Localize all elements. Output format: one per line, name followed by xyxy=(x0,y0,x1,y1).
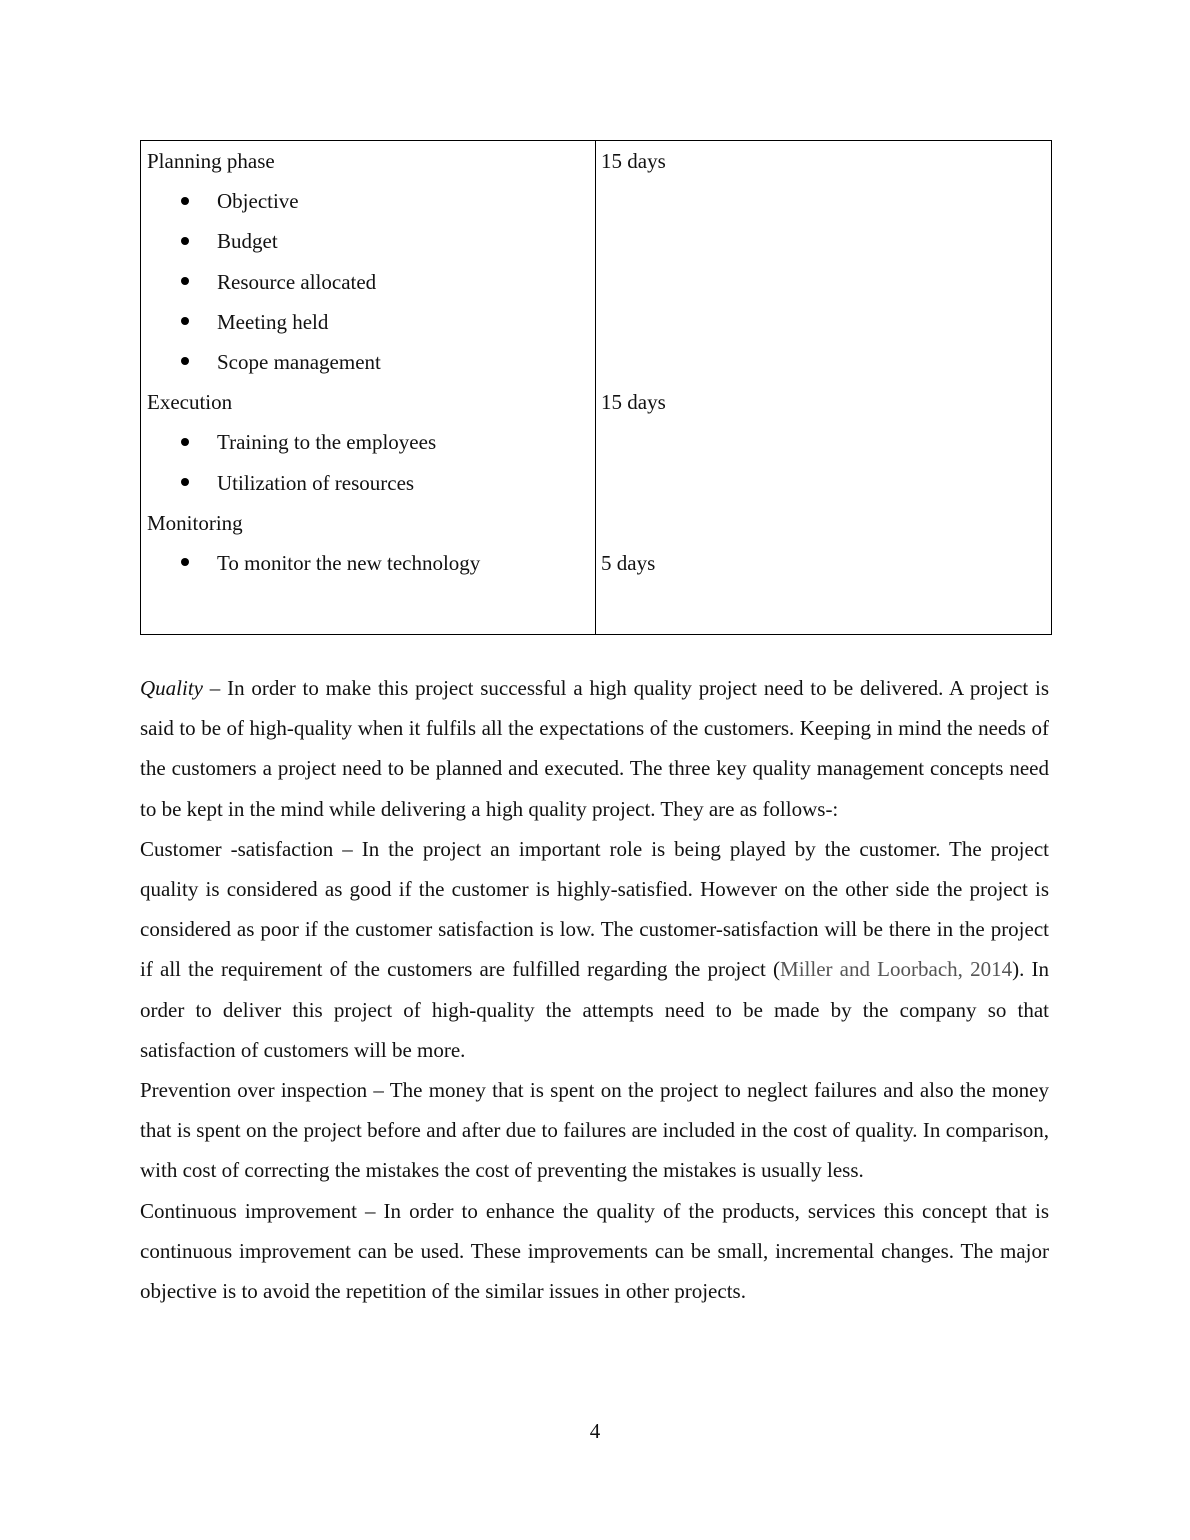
execution-duration: 15 days xyxy=(601,390,666,415)
bullet-icon xyxy=(181,317,189,325)
customer-satisfaction-text-before: Customer -satisfaction – In the project an important role is being played by the customer. The project quality is considered as good if the customer is highly-satisfied. However on the other side the project is considered as poor if the customer satisfaction is low. The customer-satisfaction will be there in the project if all the requirement of the customers are fulfilled regarding the project ( xyxy=(140,836,1049,982)
citation-link[interactable]: Miller and Loorbach, 2014 xyxy=(780,957,1013,982)
list-item xyxy=(141,463,595,503)
table-row xyxy=(141,141,1052,635)
phase-cell xyxy=(141,141,596,635)
bullet-icon xyxy=(181,357,189,365)
body-text xyxy=(140,668,1049,1311)
duration-cell xyxy=(596,141,1052,635)
list-item-label: To monitor the new technology xyxy=(217,550,481,575)
planning-phase-heading: Planning phase xyxy=(147,149,275,173)
quality-paragraph xyxy=(140,668,1049,829)
list-item xyxy=(141,221,595,261)
customer-satisfaction-paragraph xyxy=(140,829,1049,1070)
customer-satisfaction-text-after: ). In order to deliver this project of high-quality the attempts need to be made by the company so that satisfaction of customers will be more. xyxy=(140,957,1049,1062)
execution-heading: Execution xyxy=(147,390,233,415)
list-item-label: Utilization of resources xyxy=(217,470,415,495)
list-item-label: Meeting held xyxy=(217,309,329,334)
bullet-icon xyxy=(181,478,189,486)
page-number: 4 xyxy=(589,1419,601,1443)
list-item xyxy=(141,422,595,462)
bullet-icon xyxy=(181,197,189,205)
list-item xyxy=(141,543,595,583)
list-item-label: Training to the employees xyxy=(217,430,437,455)
planning-duration: 15 days xyxy=(601,149,666,173)
list-item xyxy=(141,302,595,342)
monitoring-duration: 5 days xyxy=(601,550,656,575)
schedule-table xyxy=(140,140,1052,635)
list-item xyxy=(141,181,595,221)
list-item-label: Budget xyxy=(217,229,278,254)
list-item-label: Scope management xyxy=(217,349,381,374)
quality-term: Quality xyxy=(140,676,203,700)
bullet-icon xyxy=(181,438,189,446)
list-item xyxy=(141,342,595,382)
bullet-icon xyxy=(181,237,189,245)
list-item-label: Objective xyxy=(217,189,299,214)
bullet-icon xyxy=(181,277,189,285)
quality-text: – In order to make this project successful a high quality project need to be delivered. A project is said to be of high-quality when it fulfils all the expectations of the customers. Keeping in mind the needs of the customers a project need to be planned and executed. The three key quality management concepts need to be kept in the mind while delivering a high quality project. They are as follows-: xyxy=(140,676,1049,821)
list-item xyxy=(141,262,595,302)
monitoring-heading: Monitoring xyxy=(147,510,243,535)
prevention-paragraph: Prevention over inspection – The money that is spent on the project to neglect failures and also the money that is spent on the project before and after due to failures are included in the cost of quality. In comparison, with cost of correcting the mistakes the cost of preventing the mistakes is usually less. xyxy=(140,1078,1049,1183)
continuous-improvement-paragraph: Continuous improvement – In order to enhance the quality of the products, services this concept that is continuous improvement can be used. These improvements can be small, incremental changes. The major objective is to avoid the repetition of the similar issues in other projects. xyxy=(140,1198,1049,1304)
bullet-icon xyxy=(181,558,189,566)
list-item-label: Resource allocated xyxy=(217,269,377,294)
